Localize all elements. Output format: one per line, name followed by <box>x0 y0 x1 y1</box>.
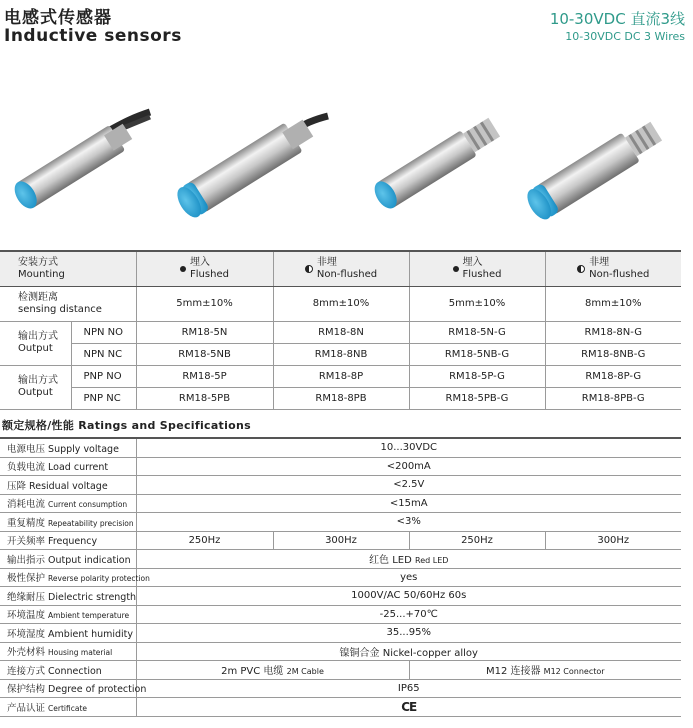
model-code: RM18-8P-G <box>545 365 681 387</box>
model-code: RM18-5N-G <box>409 321 545 343</box>
spec-value: 250Hz <box>136 531 273 550</box>
mounting-label: 安装方式 Mounting <box>0 251 136 286</box>
model-code: RM18-5N <box>136 321 273 343</box>
spec-row-supply-voltage <box>0 438 681 457</box>
title-english: Inductive sensors <box>4 26 182 46</box>
voltage-chinese: 10-30VDC 直流3线 <box>549 10 685 28</box>
filled-circle-icon <box>453 266 459 272</box>
specs-title: 额定规格/性能 Ratings and Specifications <box>2 419 252 432</box>
table-row <box>0 387 681 409</box>
spec-label: 重复精度 Repeatability precision <box>0 513 136 532</box>
spec-value: <2.5V <box>136 476 681 495</box>
mounting-cell: 非埋 Non-flushed <box>545 251 681 286</box>
spec-value: IP65 <box>136 679 681 698</box>
spec-label: 绝缘耐压 Dielectric strength <box>0 587 136 606</box>
spec-value: 250Hz <box>409 531 545 550</box>
mounting-cell: 非埋 Non-flushed <box>273 251 409 286</box>
model-code: RM18-5P <box>136 365 273 387</box>
distance-value: 8mm±10% <box>545 286 681 321</box>
spec-value: <15mA <box>136 494 681 513</box>
spec-value: <200mA <box>136 457 681 476</box>
spec-label: 环境温度 Ambient temperature <box>0 605 136 624</box>
spec-label: 消耗电流 Current consumption <box>0 494 136 513</box>
model-code: RM18-5NB-G <box>409 343 545 365</box>
output-type: PNP NO <box>71 365 136 387</box>
spec-row-load-current <box>0 457 681 476</box>
distance-value: 5mm±10% <box>409 286 545 321</box>
output-type: NPN NC <box>71 343 136 365</box>
half-circle-icon <box>305 265 313 273</box>
model-code: RM18-5NB <box>136 343 273 365</box>
model-code: RM18-8NB <box>273 343 409 365</box>
spec-row-certificate <box>0 698 681 717</box>
voltage-label <box>550 8 685 43</box>
model-code: RM18-8NB-G <box>545 343 681 365</box>
product-photos <box>0 70 693 245</box>
spec-row-repeatability <box>0 513 681 532</box>
filled-circle-icon <box>180 266 186 272</box>
sensor-4-m12-nonflushed <box>523 117 666 224</box>
spec-label: 电源电压 Supply voltage <box>0 438 136 457</box>
spec-label: 环境湿度 Ambient humidity <box>0 624 136 643</box>
spec-row-housing <box>0 642 681 661</box>
spec-label: 极性保护 Reverse polarity protection <box>0 568 136 587</box>
distance-value: 5mm±10% <box>136 286 273 321</box>
mounting-row <box>0 251 681 286</box>
model-code: RM18-8P <box>273 365 409 387</box>
spec-row-current-consumption <box>0 494 681 513</box>
specs-table <box>0 437 681 717</box>
spec-value: -25...+70℃ <box>136 605 681 624</box>
spec-label: 开关频率 Frequency <box>0 531 136 550</box>
spec-row-connection <box>0 661 681 680</box>
spec-row-ambient-humidity <box>0 624 681 643</box>
spec-label: 压降 Residual voltage <box>0 476 136 495</box>
spec-value-m12: M12 连接器 M12 Connector <box>409 661 681 680</box>
distance-label: 检测距离 sensing distance <box>0 286 136 321</box>
table-row <box>0 321 681 343</box>
output-label-npn: 输出方式 Output <box>0 321 71 365</box>
spec-label: 负载电流 Load current <box>0 457 136 476</box>
spec-value: 300Hz <box>273 531 409 550</box>
model-code: RM18-5P-G <box>409 365 545 387</box>
spec-label: 连接方式 Connection <box>0 661 136 680</box>
spec-value <box>136 698 681 717</box>
spec-value: 10...30VDC <box>136 438 681 457</box>
sensor-1-cable-flushed <box>10 112 150 212</box>
mounting-cell: 埋入 Flushed <box>409 251 545 286</box>
model-code: RM18-8PB-G <box>545 387 681 409</box>
distance-row <box>0 286 681 321</box>
spec-row-dielectric <box>0 587 681 606</box>
model-code: RM18-5PB-G <box>409 387 545 409</box>
model-code: RM18-5PB <box>136 387 273 409</box>
sensor-illustrations <box>0 70 693 245</box>
ce-mark-icon: CE <box>401 699 417 714</box>
table-row <box>0 365 681 387</box>
spec-row-frequency <box>0 531 681 550</box>
table-row <box>0 343 681 365</box>
output-type: PNP NC <box>71 387 136 409</box>
distance-value: 8mm±10% <box>273 286 409 321</box>
spec-value: 红色 LED Red LED <box>136 550 681 569</box>
sensor-3-m12-flushed <box>370 114 502 212</box>
spec-label: 保护结构 Degree of protection <box>0 679 136 698</box>
spec-value-cable: 2m PVC 电缆 2M Cable <box>136 661 409 680</box>
spec-label: 外壳材料 Housing material <box>0 642 136 661</box>
half-circle-icon <box>577 265 585 273</box>
spec-row-protection <box>0 679 681 698</box>
title-chinese: 电感式传感器 <box>4 8 112 28</box>
output-type: NPN NO <box>71 321 136 343</box>
mounting-cell: 埋入 Flushed <box>136 251 273 286</box>
spec-value: <3% <box>136 513 681 532</box>
model-code: RM18-8PB <box>273 387 409 409</box>
sensor-2-cable-nonflushed <box>173 114 328 222</box>
spec-value: 300Hz <box>545 531 681 550</box>
spec-value: 35...95% <box>136 624 681 643</box>
spec-value: 镍铜合金 Nickel-copper alloy <box>136 642 681 661</box>
spec-row-residual-voltage <box>0 476 681 495</box>
spec-row-reverse-polarity <box>0 568 681 587</box>
spec-label: 输出指示 Output indication <box>0 550 136 569</box>
spec-row-ambient-temperature <box>0 605 681 624</box>
model-code: RM18-8N-G <box>545 321 681 343</box>
spec-value: yes <box>136 568 681 587</box>
spec-value: 1000V/AC 50/60Hz 60s <box>136 587 681 606</box>
spec-label: 产品认证 Certificate <box>0 698 136 717</box>
spec-row-output-indication <box>0 550 681 569</box>
output-label-pnp: 输出方式 Output <box>0 365 71 409</box>
model-code: RM18-8N <box>273 321 409 343</box>
voltage-english: 10-30VDC DC 3 Wires <box>565 30 685 43</box>
models-table <box>0 250 681 410</box>
